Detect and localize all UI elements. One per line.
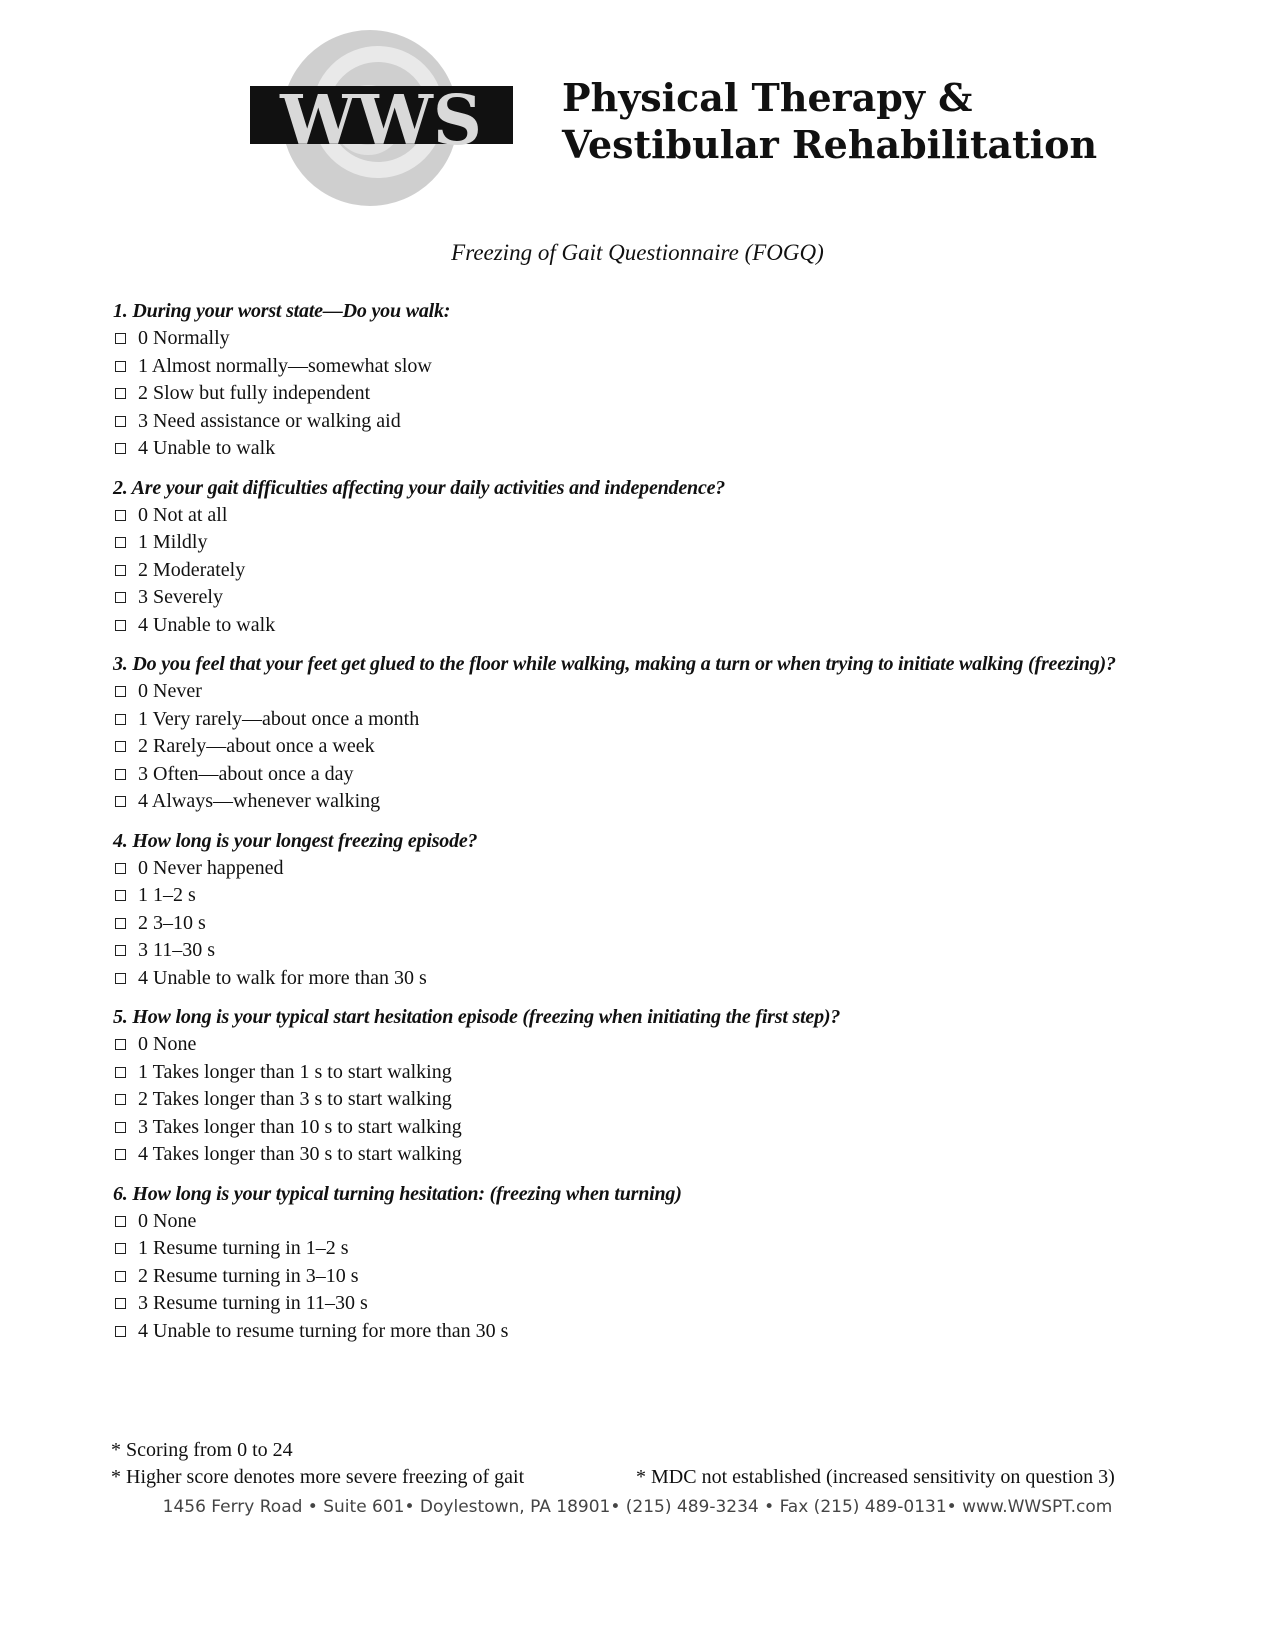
option[interactable] [113,1114,1163,1142]
question-4 [113,828,1163,993]
letterhead [0,0,1275,230]
option-label: 3 Resume turning in 11–30 s [138,1292,368,1314]
checkbox[interactable] [115,537,126,548]
option[interactable] [113,529,1163,557]
question-5 [113,1004,1163,1169]
footer-address: 1456 Ferry Road • Suite 601• Doylestown, PA 18901• (215) 489-3234 • Fax (215) 489-0131• www.WWSPT.com [162,1497,1113,1517]
option[interactable] [113,1235,1163,1263]
option-label: 0 None [138,1033,197,1055]
option[interactable] [113,1263,1163,1291]
brand-line-1: Physical Therapy & [562,75,973,120]
question-text: 1. During your worst state—Do you walk: [113,300,451,322]
option-label: 4 Unable to resume turning for more than 30 s [138,1319,509,1342]
option[interactable] [113,435,1163,463]
checkbox[interactable] [115,416,126,427]
option[interactable] [113,612,1163,640]
option-label: 1 Very rarely—about once a month [138,707,420,730]
option-label: 1 Mildly [138,531,208,553]
question-2 [113,475,1163,640]
checkbox[interactable] [115,443,126,454]
checkbox[interactable] [115,565,126,576]
option[interactable] [113,584,1163,612]
option[interactable] [113,502,1163,530]
brand-line-2: Vestibular Rehabilitation [562,122,1098,167]
checkbox[interactable] [115,714,126,725]
option[interactable] [113,1031,1163,1059]
checkbox[interactable] [115,945,126,956]
checkbox[interactable] [115,1271,126,1282]
option[interactable] [113,325,1163,353]
option-label: 4 Always—whenever walking [138,790,381,812]
question-6 [113,1181,1163,1346]
checkbox[interactable] [115,1149,126,1160]
option[interactable] [113,1086,1163,1114]
option-label: 0 Never happened [138,856,284,879]
checkbox[interactable] [115,1298,126,1309]
question-text: 3. Do you feel that your feet get glued to the floor while walking, making a turn or when trying to initiate walking (freezing)? [113,653,1116,675]
questionnaire [113,298,1163,1345]
checkbox[interactable] [115,1326,126,1337]
option-label: 3 Often—about once a day [138,762,354,785]
question-text: 4. How long is your longest freezing episode? [113,829,478,852]
option[interactable] [113,788,1163,816]
checkbox[interactable] [115,620,126,631]
option[interactable] [113,557,1163,585]
option-label: 2 Slow but fully independent [138,382,371,404]
checkbox[interactable] [115,796,126,807]
option-label: 1 Almost normally—somewhat slow [138,354,432,377]
question-3 [113,651,1163,816]
question-text: 5. How long is your typical start hesitation episode (freezing when initiating the first step)? [113,1006,841,1028]
option[interactable] [113,380,1163,408]
footnote-scoring: * Scoring from 0 to 24 [111,1439,293,1461]
option-label: 2 Resume turning in 3–10 s [138,1264,359,1287]
checkbox[interactable] [115,1122,126,1133]
option-label: 3 11–30 s [138,939,216,961]
document-title: Freezing of Gait Questionnaire (FOGQ) [451,240,824,265]
footnotes [111,1437,1171,1491]
option-label: 4 Unable to walk [138,613,276,636]
checkbox[interactable] [115,686,126,697]
checkbox[interactable] [115,741,126,752]
option[interactable] [113,1208,1163,1236]
option-label: 1 Resume turning in 1–2 s [138,1237,349,1259]
checkbox[interactable] [115,1039,126,1050]
option-label: 0 Not at all [138,503,228,526]
option-label: 2 Takes longer than 3 s to start walking [138,1088,452,1110]
option-label: 3 Severely [138,586,223,608]
checkbox[interactable] [115,388,126,399]
option-label: 4 Unable to walk [138,437,276,459]
checkbox[interactable] [115,1216,126,1227]
question-text: 2. Are your gait difficulties affecting your daily activities and independence? [113,476,726,499]
option[interactable] [113,408,1163,436]
checkbox[interactable] [115,769,126,780]
option-label: 2 Moderately [138,558,246,581]
checkbox[interactable] [115,510,126,521]
option[interactable] [113,965,1163,993]
checkbox[interactable] [115,592,126,603]
option-label: 2 Rarely—about once a week [138,735,375,757]
checkbox[interactable] [115,918,126,929]
checkbox[interactable] [115,863,126,874]
option[interactable] [113,937,1163,965]
option-label: 3 Takes longer than 10 s to start walking [138,1115,462,1138]
option-label: 0 None [138,1209,197,1232]
checkbox[interactable] [115,1243,126,1254]
option-label: 3 Need assistance or walking aid [138,409,401,432]
question-1 [113,298,1163,463]
option-label: 4 Takes longer than 30 s to start walking [138,1143,462,1165]
option[interactable] [113,855,1163,883]
option[interactable] [113,761,1163,789]
checkbox[interactable] [115,890,126,901]
option[interactable] [113,1141,1163,1169]
option[interactable] [113,678,1163,706]
option[interactable] [113,353,1163,381]
option[interactable] [113,882,1163,910]
question-text: 6. How long is your typical turning hesitation: (freezing when turning) [113,1182,682,1205]
option[interactable] [113,910,1163,938]
checkbox[interactable] [115,1067,126,1078]
option-label: 2 3–10 s [138,911,206,934]
option-label: 4 Unable to walk for more than 30 s [138,966,427,989]
option[interactable] [113,1318,1163,1346]
option[interactable] [113,1290,1163,1318]
option[interactable] [113,733,1163,761]
checkbox[interactable] [115,361,126,372]
option-label: 1 Takes longer than 1 s to start walking [138,1060,452,1083]
option-label: 1 1–2 s [138,884,196,906]
checkbox[interactable] [115,1094,126,1105]
logo-text: WWS [280,81,482,161]
option[interactable] [113,706,1163,734]
option[interactable] [113,1059,1163,1087]
footnote-higher-score: * Higher score denotes more severe freezing of gait [111,1466,525,1488]
footnote-mdc: * MDC not established (increased sensitivity on question 3) [636,1466,1115,1488]
option-label: 0 Never [138,680,202,702]
option-label: 0 Normally [138,327,230,349]
checkbox[interactable] [115,333,126,344]
brand-name [562,74,1097,168]
checkbox[interactable] [115,973,126,984]
wws-logo [250,28,540,208]
